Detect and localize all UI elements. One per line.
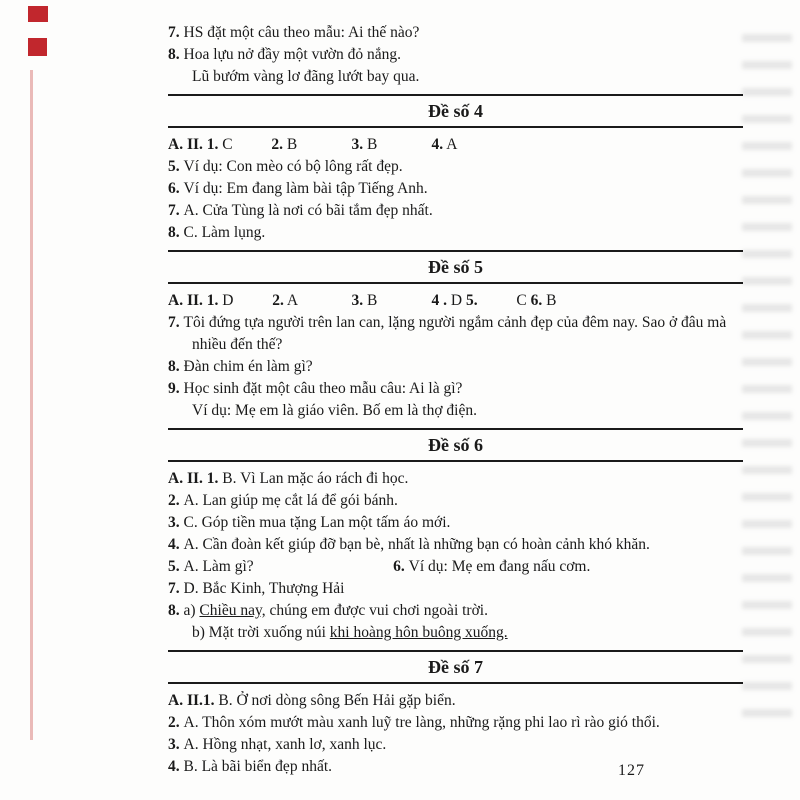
text-segment: 2. <box>272 292 284 309</box>
text-segment: 3. <box>168 736 184 753</box>
text-segment: 9. <box>168 380 184 397</box>
text-segment: B <box>363 292 432 309</box>
page-bleed-through <box>742 34 792 734</box>
answer-line <box>168 512 743 534</box>
text-segment: Ví dụ: Em đang làm bài tập Tiếng Anh. <box>183 180 428 197</box>
text-segment: khi hoàng hôn buông xuống. <box>329 624 508 641</box>
text-segment: 8. <box>168 46 184 63</box>
book-cover-edge <box>28 38 47 56</box>
text-segment: 5. <box>168 558 184 575</box>
text-segment: 5. <box>466 292 478 309</box>
text-segment: 6. <box>530 292 543 309</box>
answer-line <box>168 556 743 578</box>
text-segment: D. Bắc Kinh, Thượng Hải <box>183 580 345 597</box>
text-segment <box>254 558 394 575</box>
answer-line <box>168 44 743 66</box>
answer-line <box>168 178 743 200</box>
text-segment: B <box>282 136 352 153</box>
text-segment: 8. <box>168 224 184 241</box>
text-segment: 3. <box>168 514 184 531</box>
text-segment: 4 . <box>431 292 448 309</box>
text-segment: 6. <box>393 558 409 575</box>
answer-line <box>168 356 743 378</box>
text-segment: 8. <box>168 602 184 619</box>
answer-key-row <box>168 134 743 156</box>
text-segment: Tôi đứng tựa người trên lan can, lặng người ngắm cảnh đẹp của đêm nay. Sao ở đâu mà nhiều đến thế? <box>183 314 731 353</box>
text-segment: A. II.1. <box>168 692 219 709</box>
text-segment: D <box>218 292 273 309</box>
text-segment: A. Thôn xóm mướt màu xanh luỹ tre làng, những rặng phi lao rì rào gió thổi. <box>183 714 660 731</box>
text-segment: Hoa lựu nở đầy một vườn đỏ nắng. <box>183 46 401 63</box>
text-segment: 7. <box>168 314 184 331</box>
text-segment: B. Là bãi biển đẹp nhất. <box>183 758 332 775</box>
text-segment: Ví dụ: Mẹ em đang nấu cơm. <box>408 558 591 575</box>
answer-line <box>168 312 743 356</box>
section-header: Đề số 6 <box>168 428 743 462</box>
text-segment: 2. <box>271 136 283 153</box>
section-header: Đề số 5 <box>168 250 743 284</box>
answer-key-row <box>168 290 743 312</box>
text-segment: C <box>477 292 531 309</box>
answer-line <box>168 400 743 422</box>
text-segment: HS đặt một câu theo mẫu: Ai thế nào? <box>183 24 420 41</box>
text-segment: b) Mặt trời xuống núi <box>192 624 330 641</box>
answer-key-blocks <box>168 22 743 778</box>
text-segment: 7. <box>168 580 184 597</box>
text-segment: 4. <box>168 758 184 775</box>
answer-line <box>168 378 743 400</box>
answer-line <box>168 734 743 756</box>
text-segment: Chiều nay, <box>199 602 266 619</box>
text-segment: 3. <box>351 136 364 153</box>
text-segment: B. Ở nơi dòng sông Bến Hải gặp biển. <box>218 692 456 709</box>
text-segment: A. Làm gì? <box>183 558 254 575</box>
text-segment: 4. <box>168 536 184 553</box>
section-header: Đề số 4 <box>168 94 743 128</box>
section-header: Đề số 7 <box>168 650 743 684</box>
text-segment: A. II. 1. <box>168 470 223 487</box>
text-segment: a) <box>183 602 200 619</box>
answer-line <box>168 622 743 644</box>
text-segment: 5. <box>168 158 184 175</box>
answer-line <box>168 222 743 244</box>
answer-line <box>168 490 743 512</box>
answer-line <box>168 66 743 88</box>
page-number: 127 <box>618 762 645 779</box>
text-segment: C. Làm lụng. <box>183 224 266 241</box>
text-segment: Học sinh đặt một câu theo mẫu câu: Ai là gì? <box>183 380 463 397</box>
answer-line <box>168 22 743 44</box>
text-segment: A. Lan giúp mẹ cắt lá để gói bánh. <box>183 492 398 509</box>
page-content <box>168 22 743 778</box>
answer-line <box>168 200 743 222</box>
text-segment: B <box>363 136 432 153</box>
answer-line <box>168 534 743 556</box>
text-segment: Lũ bướm vàng lơ đãng lướt bay qua. <box>192 68 420 85</box>
text-segment: 4. <box>431 136 444 153</box>
text-segment: Ví dụ: Con mèo có bộ lông rất đẹp. <box>183 158 403 175</box>
answer-line <box>168 712 743 734</box>
text-segment: B <box>542 292 557 309</box>
text-segment: 2. <box>168 492 184 509</box>
text-segment: Đàn chim én làm gì? <box>183 358 313 375</box>
text-segment: A. II. 1. <box>168 292 219 309</box>
text-segment: D <box>447 292 466 309</box>
book-cover-edge-strip <box>30 70 33 740</box>
answer-line <box>168 690 743 712</box>
text-segment: Ví dụ: Mẹ em là giáo viên. Bố em là thợ điện. <box>192 402 477 419</box>
text-segment: C. Góp tiền mua tặng Lan một tấm áo mới. <box>183 514 451 531</box>
answer-line <box>168 156 743 178</box>
text-segment: C <box>218 136 272 153</box>
text-segment: chúng em được vui chơi ngoài trời. <box>265 602 488 619</box>
text-segment: 7. <box>168 202 184 219</box>
text-segment: 8. <box>168 358 184 375</box>
answer-line <box>168 468 743 490</box>
text-segment: A <box>443 136 458 153</box>
answer-line <box>168 600 743 622</box>
text-segment: 6. <box>168 180 184 197</box>
text-segment: A. II. 1. <box>168 136 219 153</box>
book-cover-edge <box>28 6 48 22</box>
text-segment: B. Vì Lan mặc áo rách đi học. <box>222 470 409 487</box>
text-segment: 3. <box>351 292 364 309</box>
text-segment: A. Cửa Tùng là nơi có bãi tắm đẹp nhất. <box>183 202 433 219</box>
text-segment: A <box>283 292 352 309</box>
text-segment: A. Hồng nhạt, xanh lơ, xanh lục. <box>183 736 387 753</box>
answer-line <box>168 578 743 600</box>
text-segment: 2. <box>168 714 184 731</box>
answer-line <box>168 756 743 778</box>
text-segment: A. Cần đoàn kết giúp đỡ bạn bè, nhất là những bạn có hoàn cảnh khó khăn. <box>183 536 650 553</box>
text-segment: 7. <box>168 24 184 41</box>
